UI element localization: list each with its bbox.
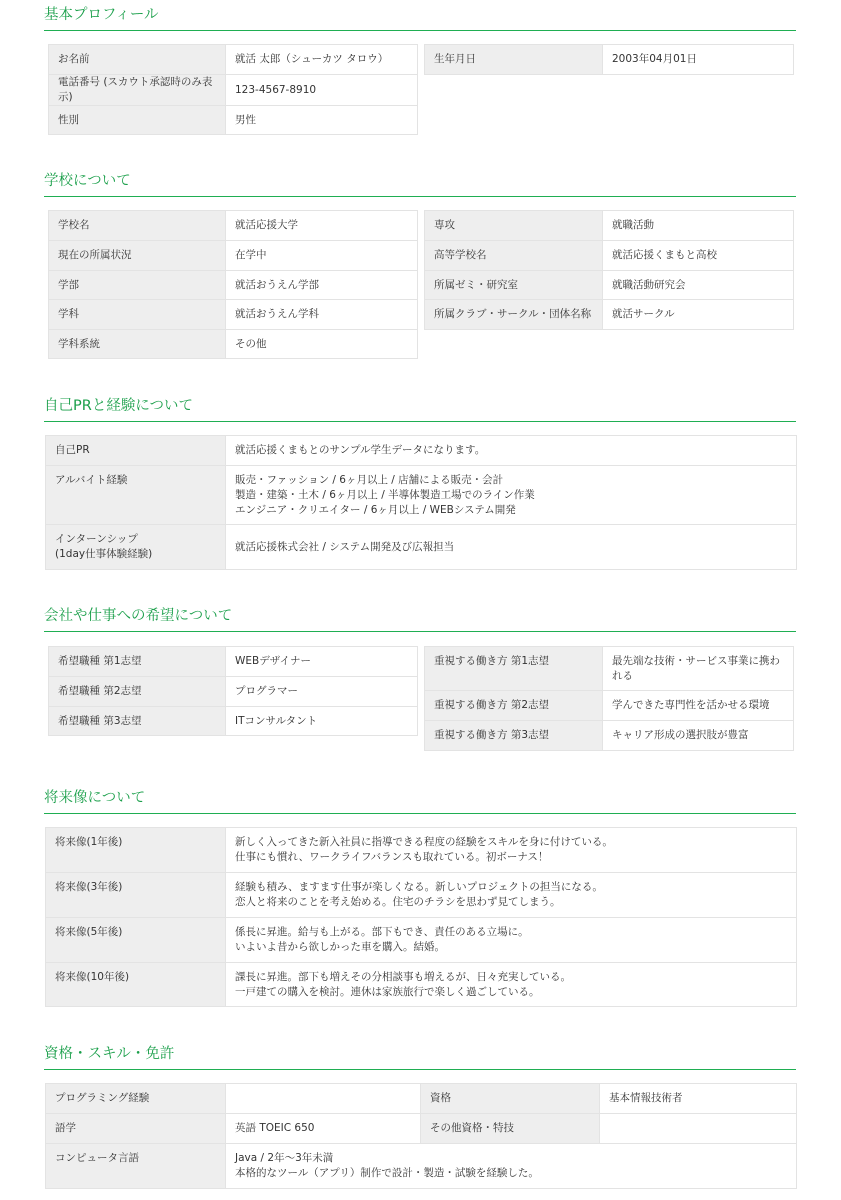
- table-row: [425, 300, 794, 330]
- language-value: 英語 TOEIC 650: [226, 1114, 421, 1144]
- job3-value: ITコンサルタント: [226, 707, 418, 736]
- computer-language-value: Java / 2年〜3年未満 本格的なツール（アプリ）制作で設計・製造・試験を経験した。: [226, 1144, 797, 1189]
- future-table: [45, 827, 797, 1007]
- pr-table: [45, 435, 797, 570]
- faculty-label: 学部: [49, 271, 226, 300]
- language-label: 語学: [46, 1114, 226, 1144]
- table-row: [46, 828, 797, 873]
- table-row: [49, 211, 418, 241]
- club-value: 就活サークル: [603, 300, 794, 330]
- school-table-left: [48, 210, 418, 359]
- job2-value: プログラマー: [226, 677, 418, 707]
- style2-label: 重視する働き方 第2志望: [425, 691, 603, 721]
- table-row: [49, 75, 418, 106]
- pr-value: 就活応援くまもとのサンプル学生データになります。: [226, 436, 797, 466]
- job2-label: 希望職種 第2志望: [49, 677, 226, 707]
- status-label: 現在の所属状況: [49, 241, 226, 271]
- programming-value: [226, 1084, 421, 1114]
- dept-value: 就活おうえん学科: [226, 300, 418, 330]
- major-value: 就職活動: [603, 211, 794, 241]
- table-row: [46, 1084, 797, 1114]
- table-row: [49, 45, 418, 75]
- table-row: [49, 241, 418, 271]
- table-row: [46, 1114, 797, 1144]
- name-label: お名前: [49, 45, 226, 75]
- cert-label: 資格: [421, 1084, 600, 1114]
- school-name-label: 学校名: [49, 211, 226, 241]
- intern-label: インターンシップ (1day仕事体験経験): [46, 525, 226, 570]
- category-label: 学科系統: [49, 330, 226, 359]
- birth-label: 生年月日: [425, 45, 603, 75]
- wish-table-left: [48, 646, 418, 736]
- skills-table: [45, 1083, 797, 1189]
- table-row: [49, 330, 418, 359]
- table-row: [425, 721, 794, 751]
- style1-label: 重視する働き方 第1志望: [425, 647, 603, 691]
- programming-label: プログラミング経験: [46, 1084, 226, 1114]
- future-10y-value: 課長に昇進。部下も増えその分相談事も増えるが、日々充実している。 一戸建ての購入を検討。連休は家族旅行で楽しく過ごしている。: [226, 963, 797, 1007]
- gender-label: 性別: [49, 106, 226, 135]
- computer-language-label: コンピュータ言語: [46, 1144, 226, 1189]
- pr-label: 自己PR: [46, 436, 226, 466]
- seminar-label: 所属ゼミ・研究室: [425, 271, 603, 300]
- major-label: 専攻: [425, 211, 603, 241]
- table-row: [49, 271, 418, 300]
- table-row: [46, 525, 797, 570]
- job1-label: 希望職種 第1志望: [49, 647, 226, 677]
- cert-value: 基本情報技術者: [600, 1084, 797, 1114]
- basic-table-right: [424, 44, 794, 75]
- section-title-skills: 資格・スキル・免許: [44, 1045, 796, 1070]
- table-row: [49, 106, 418, 135]
- table-row: [46, 436, 797, 466]
- job3-label: 希望職種 第3志望: [49, 707, 226, 736]
- dept-label: 学科: [49, 300, 226, 330]
- table-row: [425, 691, 794, 721]
- future-1y-value: 新しく入ってきた新入社員に指導できる程度の経験をスキルを身に付けている。 仕事にも慣れ、ワークライフバランスも取れている。初ボーナス！: [226, 828, 797, 873]
- status-value: 在学中: [226, 241, 418, 271]
- section-title-wish: 会社や仕事への希望について: [44, 607, 796, 632]
- future-10y-label: 将来像(10年後): [46, 963, 226, 1007]
- future-5y-value: 係長に昇進。給与も上がる。部下もでき、責任のある立場に。 いよいよ昔から欲しかった車を購入。結婚。: [226, 918, 797, 963]
- style2-value: 学んできた専門性を活かせる環境: [603, 691, 794, 721]
- seminar-value: 就職活動研究会: [603, 271, 794, 300]
- other-cert-label: その他資格・特技: [421, 1114, 600, 1144]
- phone-label: 電話番号 (スカウト承認時のみ表示): [49, 75, 226, 106]
- faculty-value: 就活おうえん学部: [226, 271, 418, 300]
- table-row: [46, 466, 797, 525]
- parttime-label: アルバイト経験: [46, 466, 226, 525]
- club-label: 所属クラブ・サークル・団体名称: [425, 300, 603, 330]
- table-row: [46, 1144, 797, 1189]
- school-table-right: [424, 210, 794, 330]
- table-row: [46, 873, 797, 918]
- section-title-future: 将来像について: [44, 789, 796, 814]
- future-3y-label: 将来像(3年後): [46, 873, 226, 918]
- table-row: [49, 300, 418, 330]
- table-row: [425, 45, 794, 75]
- wish-table-right: [424, 646, 794, 751]
- style3-value: キャリア形成の選択肢が豊富: [603, 721, 794, 751]
- section-title-basic: 基本プロフィール: [44, 6, 796, 31]
- section-title-pr: 自己PRと経験について: [44, 397, 796, 422]
- table-row: [425, 647, 794, 691]
- future-3y-value: 経験も積み、ますます仕事が楽しくなる。新しいプロジェクトの担当になる。 恋人と将来のことを考え始める。住宅のチラシを思わず見てしまう。: [226, 873, 797, 918]
- job1-value: WEBデザイナー: [226, 647, 418, 677]
- table-row: [49, 707, 418, 736]
- school-name-value: 就活応援大学: [226, 211, 418, 241]
- future-1y-label: 将来像(1年後): [46, 828, 226, 873]
- gender-value: 男性: [226, 106, 418, 135]
- high-school-label: 高等学校名: [425, 241, 603, 271]
- birth-value: 2003年04月01日: [603, 45, 794, 75]
- table-row: [49, 677, 418, 707]
- intern-value: 就活応援株式会社 / システム開発及び広報担当: [226, 525, 797, 570]
- style3-label: 重視する働き方 第3志望: [425, 721, 603, 751]
- style1-value: 最先端な技術・サービス事業に携われる: [603, 647, 794, 691]
- table-row: [49, 647, 418, 677]
- table-row: [46, 918, 797, 963]
- table-row: [46, 963, 797, 1007]
- phone-value: 123-4567-8910: [226, 75, 418, 106]
- category-value: その他: [226, 330, 418, 359]
- high-school-value: 就活応援くまもと高校: [603, 241, 794, 271]
- section-title-school: 学校について: [44, 172, 796, 197]
- table-row: [425, 211, 794, 241]
- basic-table-left: [48, 44, 418, 135]
- table-row: [425, 241, 794, 271]
- table-row: [425, 271, 794, 300]
- name-value: 就活 太郎（シューカツ タロウ）: [226, 45, 418, 75]
- parttime-value: 販売・ファッション / 6ヶ月以上 / 店舗による販売・会計 製造・建築・土木 / 6ヶ月以上 / 半導体製造工場でのライン作業 エンジニア・クリエイター / 6ヶ月以上 / WEBシステム開発: [226, 466, 797, 525]
- other-cert-value: [600, 1114, 797, 1144]
- future-5y-label: 将来像(5年後): [46, 918, 226, 963]
